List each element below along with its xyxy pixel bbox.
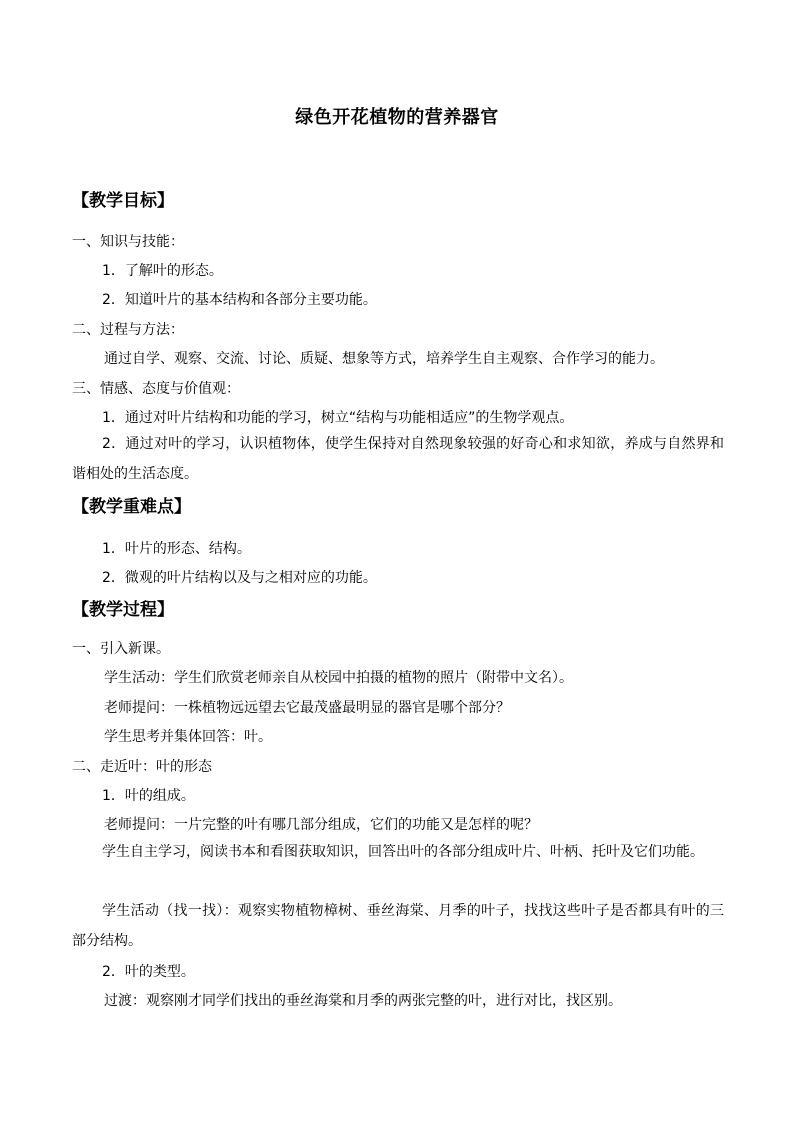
process-subheading-intro: 一、引入新课。 <box>72 641 170 657</box>
keypoints-item: 1．叶片的形态、结构。 <box>102 541 251 557</box>
process-item: 2．叶的类型。 <box>102 964 195 980</box>
goals-item: 1．通过对叶片结构和功能的学习，树立“结构与功能相适应”的生物学观点。 <box>102 410 574 426</box>
document-title: 绿色开花植物的营养器官 <box>295 107 499 128</box>
process-paragraph: 学生思考并集体回答：叶。 <box>104 729 272 745</box>
process-item: 1．叶的组成。 <box>102 788 195 804</box>
process-paragraph: 学生活动：学生们欣赏老师亲自从校园中拍摄的植物的照片（附带中文名）。 <box>104 670 573 686</box>
process-paragraph: 老师提问：一株植物远远望去它最茂盛最明显的器官是哪个部分？ <box>104 700 510 716</box>
goals-subheading-attitude: 三、情感、态度与价值观： <box>72 381 240 397</box>
goals-paragraph: 通过自学、观察、交流、讨论、质疑、想象等方式，培养学生自主观察、合作学习的能力。 <box>104 351 664 367</box>
goals-item: 1．了解叶的形态。 <box>102 263 223 279</box>
goals-subheading-knowledge: 一、知识与技能： <box>72 234 184 250</box>
process-paragraph: 过渡：观察刚才同学们找出的垂丝海棠和月季的两张完整的叶，进行对比，找区别。 <box>104 993 622 1009</box>
process-paragraph-wrapped: 学生活动（找一找）：观察实物植物樟树、垂丝海棠、月季的叶子，找找这些叶子是否都具有叶的三部分结构。 <box>72 903 724 949</box>
process-paragraph-wrapped: 学生自主学习，阅读书本和看图获取知识，回答出叶的各部分组成叶片、叶柄、托叶及它们功能。 <box>102 844 704 860</box>
process-subheading-leaf: 二、走近叶：叶的形态 <box>72 759 212 775</box>
section-heading-goals: 【教学目标】 <box>72 191 174 211</box>
keypoints-item: 2．微观的叶片结构以及与之相对应的功能。 <box>102 570 377 586</box>
process-paragraph: 老师提问：一片完整的叶有哪几部分组成，它们的功能又是怎样的呢？ <box>104 817 538 833</box>
goals-item-wrapped: 2．通过对叶的学习，认识植物体，使学生保持对自然现象较强的好奇心和求知欲，养成与自然界和谐相处的生活态度。 <box>72 436 724 482</box>
section-heading-keypoints: 【教学重难点】 <box>72 497 191 517</box>
section-heading-process: 【教学过程】 <box>72 600 174 620</box>
goals-item: 2．知道叶片的基本结构和各部分主要功能。 <box>102 292 377 308</box>
goals-subheading-process: 二、过程与方法： <box>72 322 184 338</box>
